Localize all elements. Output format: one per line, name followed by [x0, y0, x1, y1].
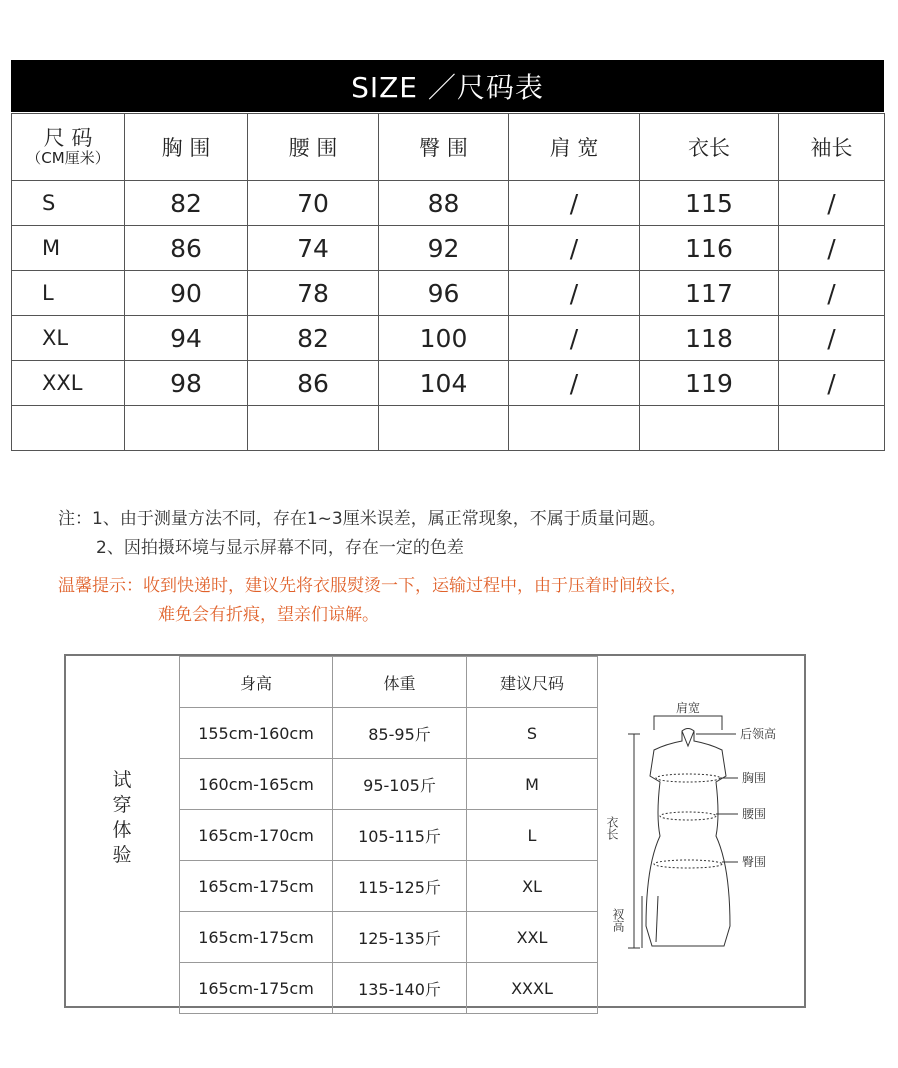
fit-cell-size: XL [467, 861, 598, 912]
fit-cell-size: S [467, 708, 598, 759]
fit-cell-height: 165cm-175cm [180, 912, 333, 963]
cell-sleeve: / [779, 316, 885, 361]
cell-sleeve: / [779, 226, 885, 271]
fit-cell-height: 165cm-175cm [180, 861, 333, 912]
shoulder-measure-line [654, 716, 722, 730]
header-sleeve: 袖长 [779, 114, 885, 181]
cell-sleeve: / [779, 361, 885, 406]
header-chest: 胸 围 [125, 114, 248, 181]
cell-length: 117 [640, 271, 779, 316]
fit-table-row [180, 810, 598, 861]
cell-shoulder: / [509, 226, 640, 271]
size-table-row [12, 271, 885, 316]
cell-size: M [12, 226, 125, 271]
waist-measure-line [660, 812, 716, 820]
dress-measurement-diagram [598, 686, 802, 986]
header-waist: 腰 围 [248, 114, 379, 181]
dress-collar [682, 731, 694, 746]
cell-shoulder [509, 406, 640, 451]
label-length: 衣长 [605, 816, 619, 840]
cell-size: S [12, 181, 125, 226]
size-table-row [12, 181, 885, 226]
side-char: 体 [112, 819, 132, 841]
cell-chest: 98 [125, 361, 248, 406]
fit-cell-size: XXXL [467, 963, 598, 1014]
note-line-1: 注：1、由于测量方法不同，存在1~3厘米误差，属正常现象，不属于质量问题。 [58, 509, 666, 529]
dress-slit [656, 896, 658, 942]
size-table-row [12, 226, 885, 271]
header-length: 衣长 [640, 114, 779, 181]
fit-cell-height: 160cm-165cm [180, 759, 333, 810]
fit-cell-weight: 105-115斤 [333, 810, 467, 861]
size-chart-table [11, 113, 885, 451]
cell-chest: 90 [125, 271, 248, 316]
cell-sleeve [779, 406, 885, 451]
cell-size: L [12, 271, 125, 316]
size-table-row [12, 316, 885, 361]
cell-chest: 86 [125, 226, 248, 271]
fit-cell-weight: 95-105斤 [333, 759, 467, 810]
fit-header-height: 身高 [180, 657, 333, 708]
note-line-2: 2、因拍摄环境与显示屏幕不同，存在一定的色差 [96, 538, 464, 558]
cell-chest: 94 [125, 316, 248, 361]
fit-experience-panel [64, 654, 806, 1008]
cell-hip: 96 [379, 271, 509, 316]
cell-length: 115 [640, 181, 779, 226]
cell-size: XL [12, 316, 125, 361]
fit-cell-height: 155cm-160cm [180, 708, 333, 759]
fit-side-label [110, 768, 134, 868]
cell-length: 118 [640, 316, 779, 361]
cell-size: XXL [12, 361, 125, 406]
cell-sleeve: / [779, 181, 885, 226]
header-shoulder: 肩 宽 [509, 114, 640, 181]
label-slit: 衩高 [611, 908, 625, 932]
header-hip: 臀 围 [379, 114, 509, 181]
cell-length: 119 [640, 361, 779, 406]
cell-shoulder: / [509, 361, 640, 406]
notes [58, 505, 666, 563]
fit-table-row [180, 759, 598, 810]
fit-cell-weight: 85-95斤 [333, 708, 467, 759]
cell-hip: 88 [379, 181, 509, 226]
cell-hip [379, 406, 509, 451]
size-table-header-row [12, 114, 885, 181]
size-table-row [12, 406, 885, 451]
side-char: 穿 [112, 794, 132, 816]
size-chart-banner [11, 60, 884, 112]
cell-waist: 78 [248, 271, 379, 316]
fit-header-weight: 体重 [333, 657, 467, 708]
dress-outline [646, 729, 730, 947]
cell-waist: 82 [248, 316, 379, 361]
label-back-collar: 后领高 [740, 727, 777, 741]
cell-shoulder: / [509, 181, 640, 226]
label-shoulder: 肩宽 [675, 701, 701, 715]
cell-chest [125, 406, 248, 451]
length-measure-line [628, 734, 640, 948]
cell-hip: 92 [379, 226, 509, 271]
cell-waist: 86 [248, 361, 379, 406]
cell-shoulder: / [509, 316, 640, 361]
header-size [12, 114, 125, 181]
cell-hip: 100 [379, 316, 509, 361]
warm-tips [58, 572, 687, 630]
size-table-row [12, 361, 885, 406]
cell-chest: 82 [125, 181, 248, 226]
fit-cell-size: L [467, 810, 598, 861]
fit-table [179, 656, 598, 1014]
label-hip: 臀围 [742, 855, 767, 869]
side-char: 试 [112, 769, 132, 791]
fit-header-row [180, 657, 598, 708]
header-size-unit: （CM厘米） [26, 149, 110, 168]
cell-shoulder: / [509, 271, 640, 316]
fit-cell-weight: 115-125斤 [333, 861, 467, 912]
label-waist: 腰围 [742, 807, 767, 821]
banner-title: SIZE ／尺码表 [351, 71, 544, 104]
hip-measure-line [654, 860, 722, 868]
cell-waist: 70 [248, 181, 379, 226]
fit-table-row [180, 861, 598, 912]
fit-cell-size: XXL [467, 912, 598, 963]
cell-size [12, 406, 125, 451]
cell-sleeve: / [779, 271, 885, 316]
fit-cell-height: 165cm-175cm [180, 963, 333, 1014]
fit-table-row [180, 963, 598, 1014]
side-char: 验 [112, 844, 132, 866]
cell-waist [248, 406, 379, 451]
cell-length: 116 [640, 226, 779, 271]
fit-cell-height: 165cm-170cm [180, 810, 333, 861]
fit-table-row [180, 708, 598, 759]
fit-table-row [180, 912, 598, 963]
cell-length [640, 406, 779, 451]
cell-waist: 74 [248, 226, 379, 271]
fit-cell-weight: 125-135斤 [333, 912, 467, 963]
tip-line-1: 温馨提示：收到快递时，建议先将衣服熨烫一下，运输过程中，由于压着时间较长， [58, 576, 687, 596]
fit-cell-size: M [467, 759, 598, 810]
tip-line-2: 难免会有折痕，望亲们谅解。 [158, 605, 379, 625]
fit-header-size: 建议尺码 [467, 657, 598, 708]
cell-hip: 104 [379, 361, 509, 406]
header-size-label: 尺 码 [43, 126, 93, 151]
chest-measure-line [656, 774, 720, 782]
label-chest: 胸围 [742, 771, 767, 785]
fit-cell-weight: 135-140斤 [333, 963, 467, 1014]
